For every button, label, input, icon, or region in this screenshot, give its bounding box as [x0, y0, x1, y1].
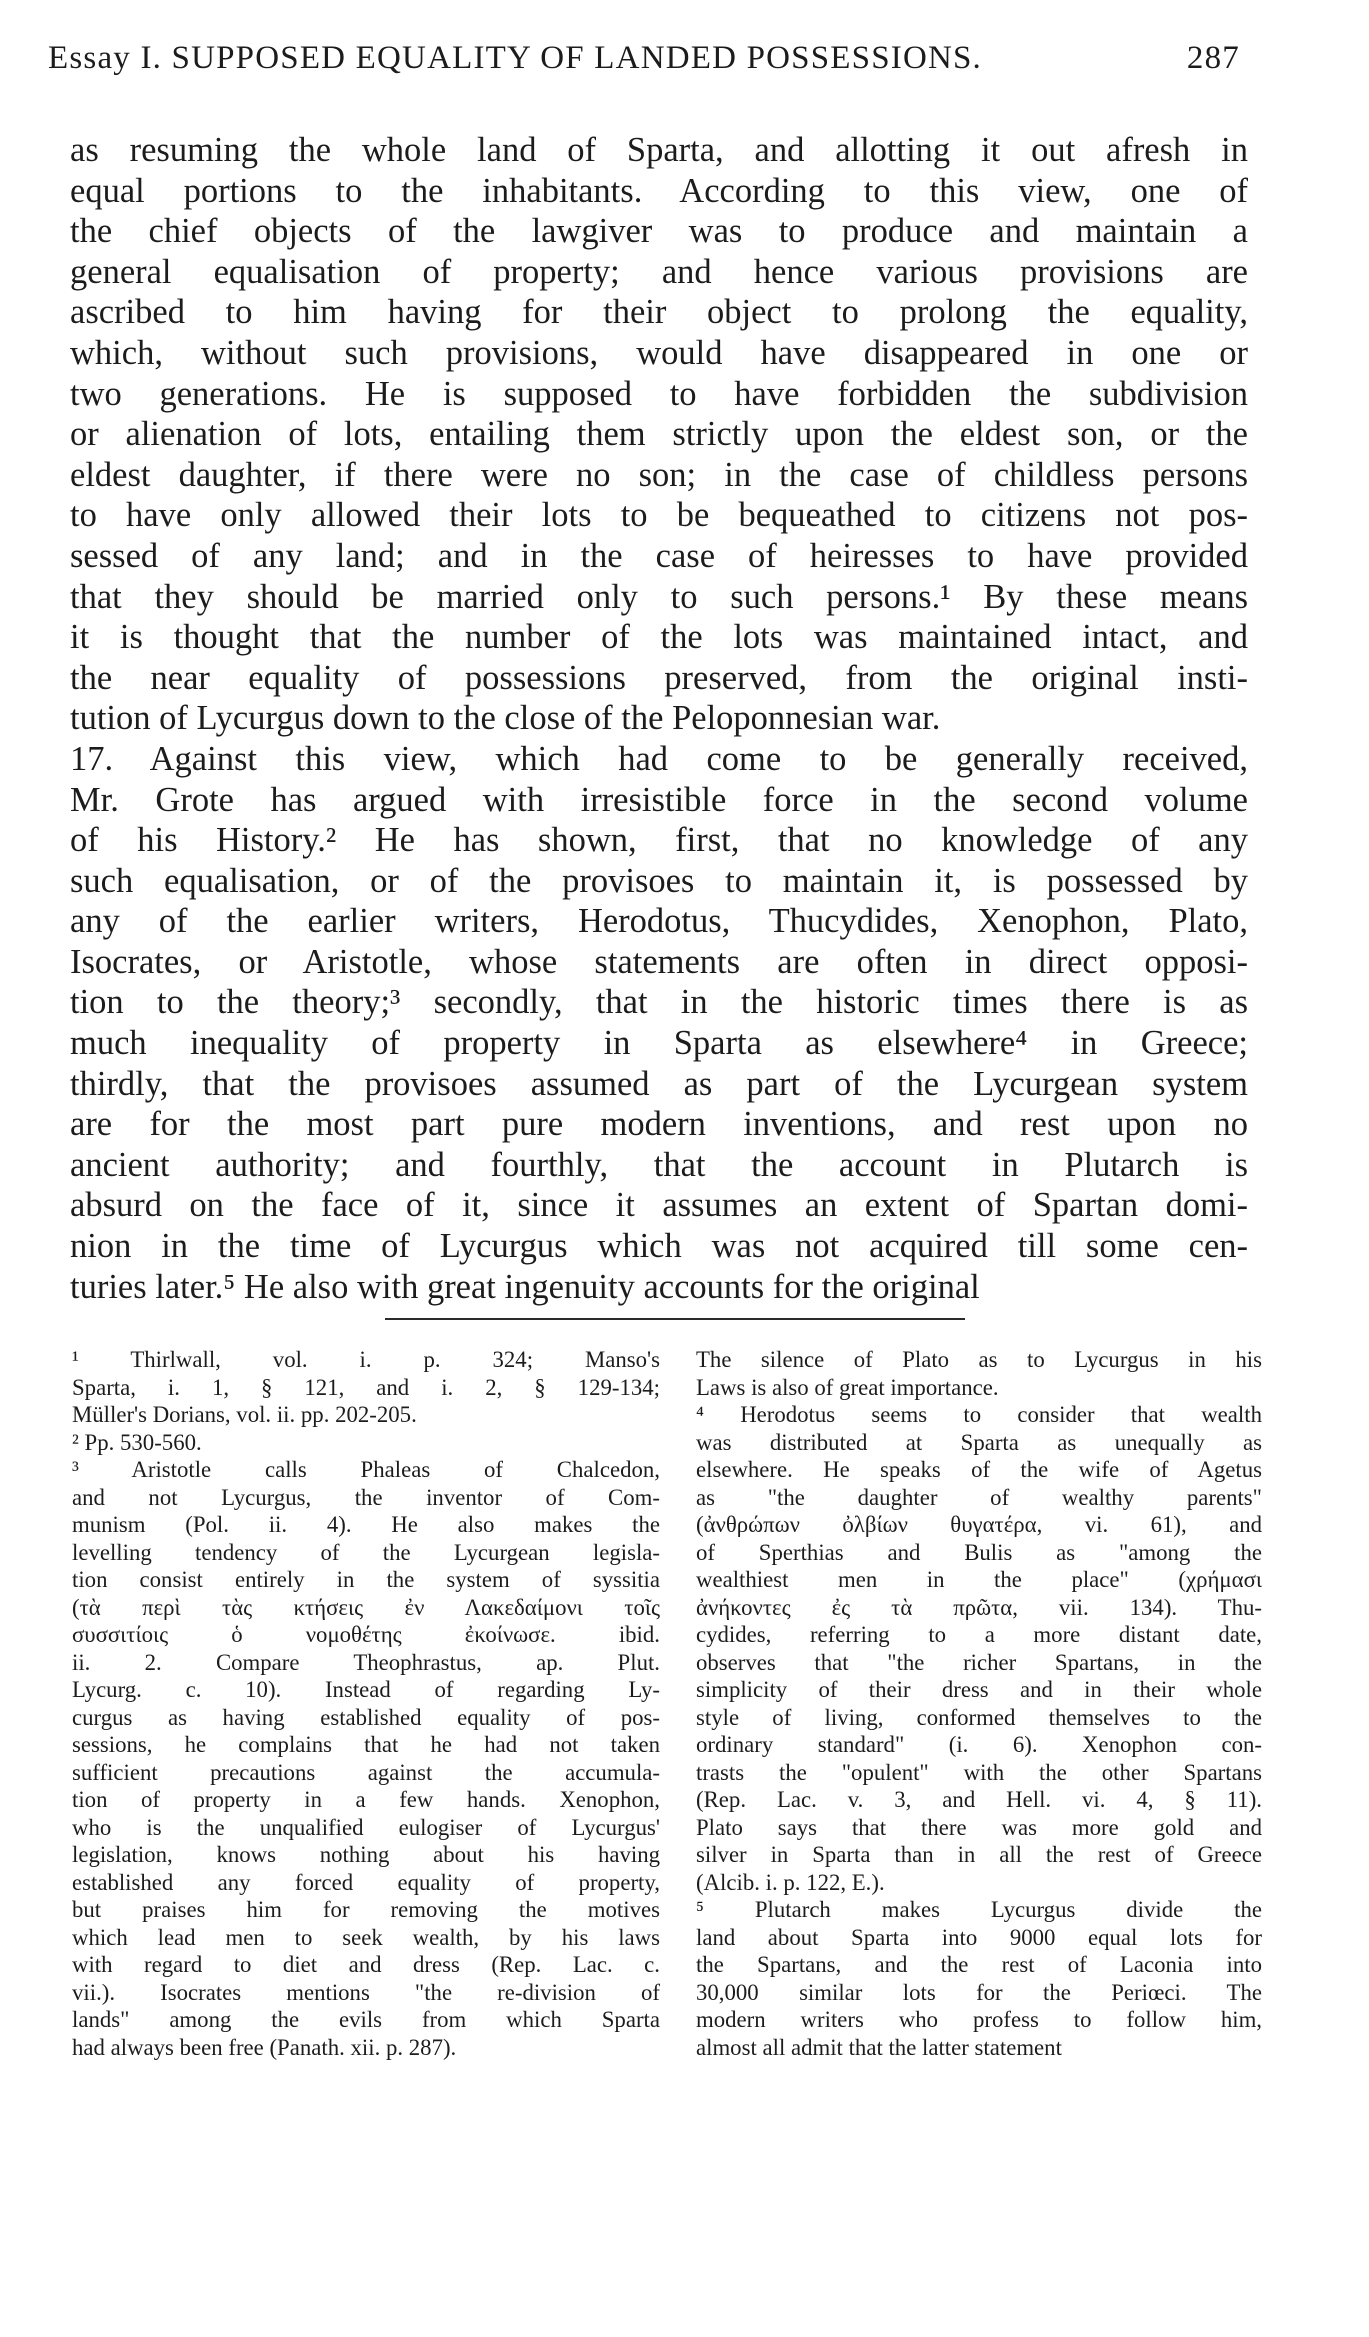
footnote-line: observes that "the richer Spartans, in the — [696, 1649, 1262, 1675]
running-header — [48, 40, 1240, 77]
body-line: eldest daughter, if there were no son; in the case of childless persons — [70, 455, 1248, 494]
footnote-line: tion of property in a few hands. Xenophon, — [72, 1787, 660, 1812]
body-line: as resuming the whole land of Sparta, and allotting it out afresh in — [70, 131, 1248, 169]
footnote-line: Laws is also of great importance. — [696, 1374, 999, 1400]
essay-label: Essay I. — [48, 40, 163, 76]
footnote-line: (Rep. Lac. v. 3, and Hell. vi. 4, § 11). — [696, 1787, 1262, 1812]
footnote-line: was distributed at Sparta as unequally as — [696, 1429, 1262, 1455]
footnote-line: ³ Aristotle calls Phaleas of Chalcedon, — [72, 1457, 660, 1482]
body-line: two generations. He is supposed to have forbidden the subdivision — [70, 374, 1248, 413]
footnote-line: Lycurg. c. 10). Instead of regarding Ly- — [72, 1677, 660, 1702]
footnote-line: cydides, referring to a more distant date, — [696, 1622, 1262, 1647]
footnote-line: (Alcib. i. p. 122, E.). — [696, 1869, 885, 1895]
footnote-line: who is the unqualified eulogiser of Lycurgus' — [72, 1814, 660, 1840]
footnote-line: elsewhere. He speaks of the wife of Agetus — [696, 1457, 1262, 1482]
body-line: sessed of any land; and in the case of heiresses to have provided — [70, 536, 1248, 575]
footnote-line: but praises him for removing the motives — [72, 1897, 660, 1922]
body-line: tution of Lycurgus down to the close of the Peloponnesian war. — [70, 699, 941, 738]
body-line: which, without such provisions, would have disappeared in one or — [70, 333, 1248, 372]
footnote-line: levelling tendency of the Lycurgean legisla- — [72, 1539, 660, 1565]
footnote-line: 30,000 similar lots for the Periœci. The — [696, 1979, 1262, 2005]
footnote-line: had always been free (Panath. xii. p. 287). — [72, 2034, 457, 2060]
footnote-divider — [385, 1318, 965, 1320]
body-line: much inequality of property in Sparta as elsewhere⁴ in Greece; — [70, 1024, 1248, 1063]
body-line: ancient authority; and fourthly, that the account in Plutarch is — [70, 1145, 1248, 1184]
footnote-line: ² Pp. 530-560. — [72, 1429, 202, 1455]
body-line: it is thought that the number of the lots was maintained intact, and — [70, 618, 1248, 657]
footnote-line: simplicity of their dress and in their whole — [696, 1677, 1262, 1702]
footnote-line: wealthiest men in the place" (χρήμασι — [696, 1567, 1262, 1592]
footnote-line: ¹ Thirlwall, vol. i. p. 324; Manso's — [72, 1347, 660, 1372]
footnote-line: legislation, knows nothing about his having — [72, 1842, 660, 1867]
body-line: the chief objects of the lawgiver was to produce and maintain a — [70, 212, 1248, 251]
body-line: absurd on the face of it, since it assumes an extent of Spartan domi- — [70, 1186, 1248, 1225]
footnote-line: the Spartans, and the rest of Laconia into — [696, 1952, 1262, 1977]
footnote-line: (ἀνθρώπων ὀλβίων θυγατέρα, vi. 61), and — [696, 1512, 1262, 1537]
footnote-line: ii. 2. Compare Theophrastus, ap. Plut. — [72, 1649, 660, 1675]
footnotes-left-column — [72, 1346, 660, 2061]
footnote-line: silver in Sparta than in all the rest of Greece — [696, 1842, 1262, 1867]
footnote-line: as "the daughter of wealthy parents" — [696, 1484, 1262, 1510]
footnote-line: ⁵ Plutarch makes Lycurgus divide the — [696, 1897, 1262, 1922]
footnote-line: ⁴ Herodotus seems to consider that wealth — [696, 1402, 1262, 1427]
body-line: Isocrates, or Aristotle, whose statements are often in direct opposi- — [70, 942, 1248, 981]
footnote-line: (τὰ περὶ τὰς κτήσεις ἐν Λακεδαίμονι τοῖς — [72, 1594, 660, 1620]
footnote-line: Müller's Dorians, vol. ii. pp. 202-205. — [72, 1402, 417, 1427]
footnotes-right-column — [696, 1346, 1262, 2061]
body-line: of his History.² He has shown, first, that no knowledge of any — [70, 821, 1248, 860]
footnote-line: συσσιτίοις ὁ νομοθέτης ἐκοίνωσε. ibid. — [72, 1622, 660, 1647]
footnote-line: established any forced equality of property, — [72, 1869, 660, 1895]
header-left — [48, 40, 982, 77]
body-line: are for the most part pure modern inventions, and rest upon no — [70, 1105, 1248, 1144]
body-line: thirdly, that the provisoes assumed as part of the Lycurgean system — [70, 1064, 1248, 1103]
body-line: the near equality of possessions preserved, from the original insti- — [70, 658, 1248, 697]
footnote-line: Plato says that there was more gold and — [696, 1814, 1262, 1840]
footnote-line: which lead men to seek wealth, by his laws — [72, 1924, 660, 1950]
page-number: 287 — [1186, 40, 1240, 76]
footnote-line: almost all admit that the latter statement — [696, 2034, 1062, 2060]
body-line: ascribed to him having for their object to prolong the equality, — [70, 293, 1248, 332]
body-line: general equalisation of property; and hence various provisions are — [70, 252, 1248, 291]
header-title: SUPPOSED EQUALITY OF LANDED POSSESSIONS. — [171, 40, 983, 76]
footnote-line: munism (Pol. ii. 4). He also makes the — [72, 1512, 660, 1537]
footnote-line: sessions, he complains that he had not taken — [72, 1732, 660, 1757]
footnote-line: land about Sparta into 9000 equal lots for — [696, 1924, 1262, 1950]
body-line: such equalisation, or of the provisoes to maintain it, is possessed by — [70, 861, 1248, 900]
body-line: turies later.⁵ He also with great ingenuity accounts for the original — [70, 1267, 980, 1306]
footnote-line: with regard to diet and dress (Rep. Lac. c. — [72, 1952, 660, 1977]
footnote-line: trasts the "opulent" with the other Spartans — [696, 1759, 1262, 1785]
body-line: equal portions to the inhabitants. According to this view, one of — [70, 171, 1248, 210]
footnote-line: Sparta, i. 1, § 121, and i. 2, § 129-134; — [72, 1374, 660, 1400]
footnote-line: of Sperthias and Bulis as "among the — [696, 1539, 1262, 1565]
body-line: that they should be married only to such persons.¹ By these means — [70, 577, 1248, 616]
footnote-line: and not Lycurgus, the inventor of Com- — [72, 1484, 660, 1510]
body-line: any of the earlier writers, Herodotus, Thucydides, Xenophon, Plato, — [70, 902, 1248, 941]
footnote-line: tion consist entirely in the system of syssitia — [72, 1567, 660, 1592]
footnote-line: ordinary standard" (i. 6). Xenophon con- — [696, 1732, 1262, 1757]
footnote-line: vii.). Isocrates mentions "the re-division of — [72, 1979, 660, 2005]
footnote-line: curgus as having established equality of pos- — [72, 1704, 660, 1730]
body-line: to have only allowed their lots to be bequeathed to citizens not pos- — [70, 496, 1248, 535]
body-line: 17. Against this view, which had come to be generally received, — [70, 739, 1248, 778]
footnote-line: lands" among the evils from which Sparta — [72, 2007, 660, 2032]
footnote-line: ἀνήκοντες ἐς τὰ πρῶτα, vii. 134). Thu- — [696, 1594, 1262, 1620]
body-line: or alienation of lots, entailing them strictly upon the eldest son, or the — [70, 415, 1248, 454]
footnote-line: modern writers who profess to follow him, — [696, 2007, 1262, 2032]
body-line: nion in the time of Lycurgus which was not acquired till some cen- — [70, 1227, 1248, 1266]
body-line: Mr. Grote has argued with irresistible force in the second volume — [70, 780, 1248, 819]
body-line: tion to the theory;³ secondly, that in the historic times there is as — [70, 983, 1248, 1022]
footnote-line: sufficient precautions against the accumula- — [72, 1759, 660, 1785]
footnote-line: style of living, conformed themselves to the — [696, 1704, 1262, 1730]
main-text — [70, 130, 1248, 1307]
footnote-line: The silence of Plato as to Lycurgus in his — [696, 1347, 1262, 1372]
